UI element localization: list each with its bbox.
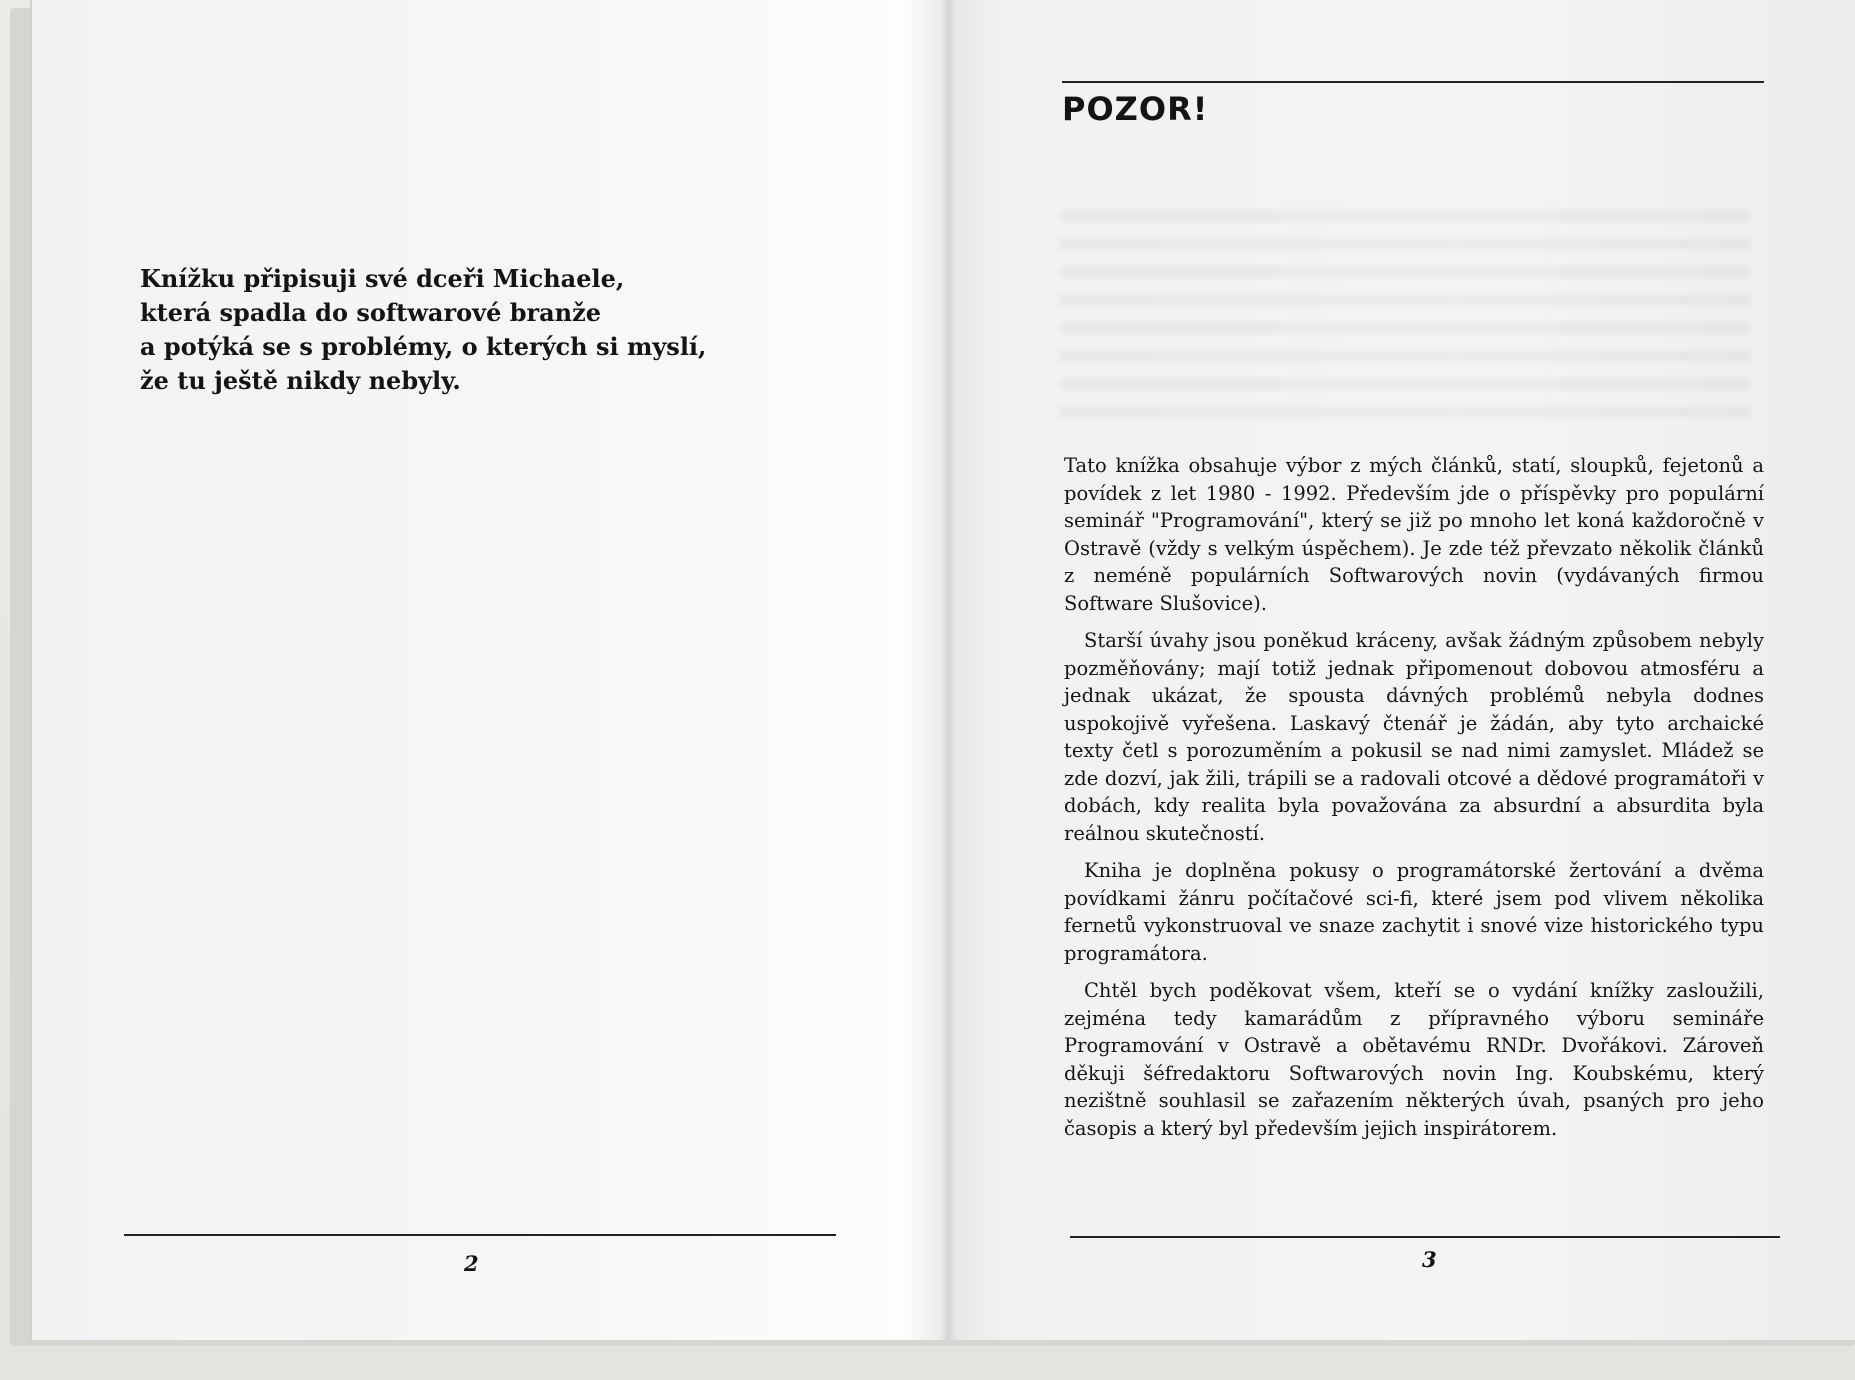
show-through-text	[1060, 210, 1750, 420]
footer-rule	[124, 1234, 836, 1236]
paragraph: Chtěl bych poděkovat všem, kteří se o vydání knížky zasloužili, zejména tedy kamarádům z přípravného výboru semináře Programování v Ostravě a obětavému RNDr. Dvořákovi. Zároveň děkuji šéfredaktoru Softwarových novin Ing. Koubskému, který nezištně souhlasil se zařazením některých úvah, psaných pro jeho časopis a který byl především jejich inspirátorem.	[1064, 979, 1764, 1140]
body-text	[1064, 452, 1764, 1152]
book-spine	[940, 0, 956, 1340]
dedication	[140, 262, 740, 398]
page-number: 3	[1422, 1247, 1437, 1272]
header-rule	[1062, 81, 1764, 83]
dedication-line: která spadla do softwarové branže	[140, 298, 602, 327]
paragraph: Starší úvahy jsou poněkud kráceny, avšak žádným způsobem nebyly pozměňovány; mají totiž jednak připomenout dobovou atmosféru a jednak ukázat, že spousta dávných problémů nebyla dodnes uspokojivě vyřešena. Laskavý čtenář je žádán, aby tyto archaické texty četl s porozuměním a pokusil se nad nimi zamyslet. Mládež se zde dozví, jak žili, trápili se a radovali otcové a dědové programátoři v dobách, kdy realita byla považována za absurdní a absurdita byla reálnou skutečností.	[1064, 629, 1764, 845]
footer-rule	[1070, 1236, 1780, 1238]
left-page	[30, 0, 948, 1340]
page-number: 2	[464, 1251, 479, 1276]
dedication-line: a potýká se s problémy, o kterých si myslí,	[140, 332, 707, 361]
page-heading: POZOR!	[1062, 90, 1209, 128]
paragraph: Kniha je doplněna pokusy o programátorské žertování a dvěma povídkami žánru počítačové sci-fi, které jsem pod vlivem několika fernetů vykonstruoval ve snaze zachytit i snové vize historického typu programátora.	[1064, 859, 1764, 965]
paragraph: Tato knížka obsahuje výbor z mých článků, statí, sloupků, fejetonů a povídek z let 1980 - 1992. Především jde o příspěvky pro populární seminář "Programování", který se již po mnoho let koná každoročně v Ostravě (vždy s velkým úspěchem). Je zde též převzato několik článků z neméně populárních Softwarových novin (vydávaných firmou Software Slušovice).	[1064, 454, 1764, 615]
dedication-line: že tu ještě nikdy nebyly.	[140, 366, 461, 395]
right-page	[948, 0, 1855, 1340]
dedication-line: Knížku připisuji své dceři Michaele,	[140, 264, 625, 293]
